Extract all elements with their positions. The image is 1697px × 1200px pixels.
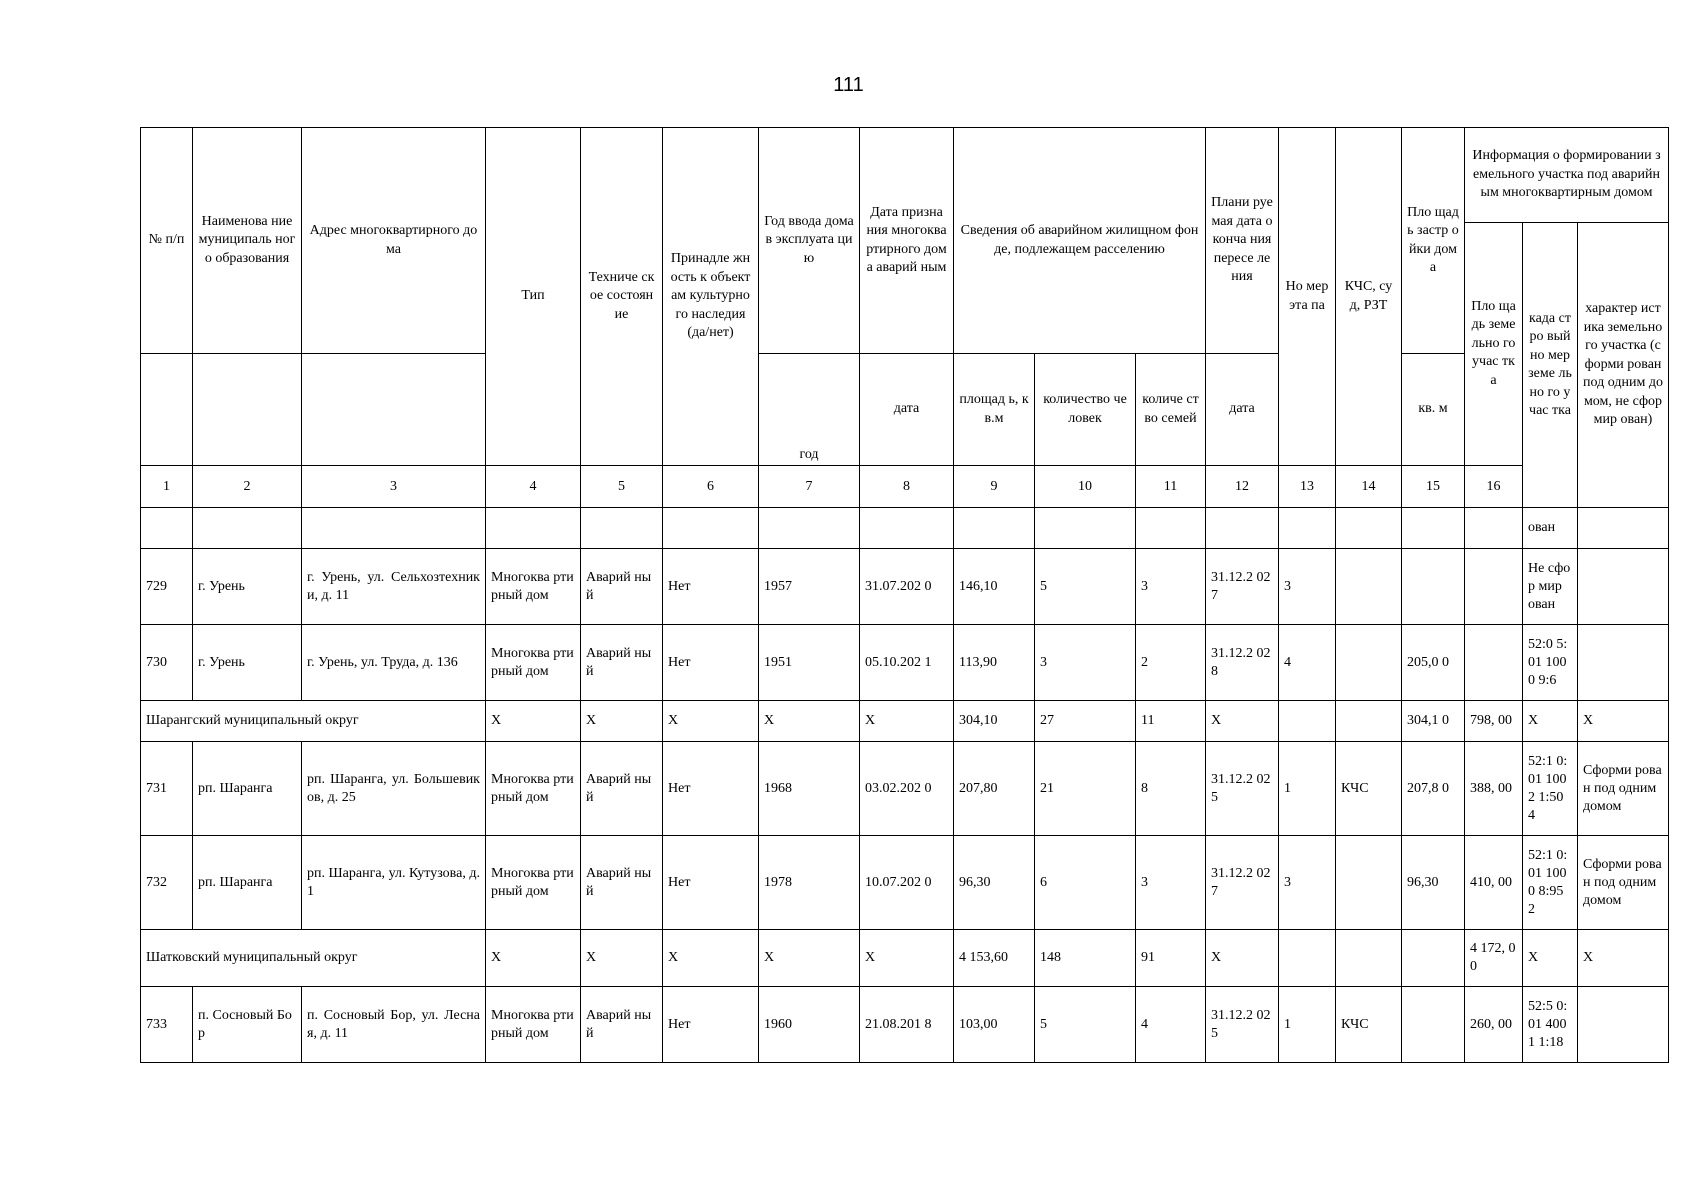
header-kchs: КЧС, суд, РЗТ: [1336, 128, 1402, 466]
table-cell: 10: [1035, 466, 1136, 508]
table-cell: 52:1 0:01 1002 1:50 4: [1523, 742, 1578, 836]
header-sub-year: год: [759, 354, 860, 466]
table-cell: 5: [1035, 549, 1136, 625]
table-cell: 1960: [759, 987, 860, 1063]
table-cell: 731: [141, 742, 193, 836]
table-cell: 798, 00: [1465, 701, 1523, 742]
table-cell: [1336, 836, 1402, 930]
table-cell: [1035, 508, 1136, 549]
table-cell: 1: [1279, 742, 1336, 836]
table-cell: 96,30: [954, 836, 1035, 930]
table-row: [141, 987, 1669, 1063]
table-cell: 207,80: [954, 742, 1035, 836]
table-cell: 6: [1035, 836, 1136, 930]
header-land-area: Пло щадь земе льно го учас тка: [1465, 223, 1523, 466]
table-cell: Многоква ртирный дом: [486, 742, 581, 836]
table-cell: 52:5 0:01 4001 1:18: [1523, 987, 1578, 1063]
table-cell: [1279, 930, 1336, 987]
table-cell: 21.08.201 8: [860, 987, 954, 1063]
table-cell: 8: [860, 466, 954, 508]
table-cell: 12: [1206, 466, 1279, 508]
table-cell: 730: [141, 625, 193, 701]
header-cadastral: када стро вый но мер земе льно го учас тка: [1523, 223, 1578, 508]
table-cell: 21: [1035, 742, 1136, 836]
table-cell: 7: [759, 466, 860, 508]
table-cell: Х: [860, 701, 954, 742]
table-cell: 260, 00: [1465, 987, 1523, 1063]
table-cell: г. Урень, ул. Сельхозтехники, д. 11: [302, 549, 486, 625]
header-sub-date: дата: [860, 354, 954, 466]
table-cell: [1279, 508, 1336, 549]
table-cell: 31.12.2 025: [1206, 987, 1279, 1063]
table-cell: 1978: [759, 836, 860, 930]
table-cell: 2: [193, 466, 302, 508]
table-cell: Нет: [663, 625, 759, 701]
table-row: [141, 625, 1669, 701]
table-cell: Х: [663, 930, 759, 987]
table-cell: [1336, 625, 1402, 701]
table-cell: Нет: [663, 987, 759, 1063]
table-cell: 1951: [759, 625, 860, 701]
table-cell: 4: [1279, 625, 1336, 701]
table-cell: [141, 354, 193, 466]
table-cell: г. Урень, ул. Труда, д. 136: [302, 625, 486, 701]
continuation-row: [141, 508, 1669, 549]
table-cell: [1206, 508, 1279, 549]
table-cell: 13: [1279, 466, 1336, 508]
table-cell: [1578, 508, 1669, 549]
table-cell: Аварий ный: [581, 742, 663, 836]
table-cell: 31.12.2 027: [1206, 836, 1279, 930]
header-land-plot-info: Информация о формировании земельного участка под аварийным многоквартирным домом: [1465, 128, 1669, 223]
table-cell: Х: [1523, 930, 1578, 987]
table-cell: Х: [1523, 701, 1578, 742]
table-cell: 729: [141, 549, 193, 625]
table-cell: [1465, 625, 1523, 701]
table-cell: Х: [759, 701, 860, 742]
table-row: [141, 836, 1669, 930]
table-cell: Нет: [663, 836, 759, 930]
table-cell: [1136, 508, 1206, 549]
table-cell: 31.12.2 028: [1206, 625, 1279, 701]
table-cell: 3: [302, 466, 486, 508]
table-cell: 1968: [759, 742, 860, 836]
table-cell: 103,00: [954, 987, 1035, 1063]
table-cell: [581, 508, 663, 549]
table-cell: [302, 508, 486, 549]
table-cell: [302, 354, 486, 466]
table-cell: 3: [1136, 549, 1206, 625]
table-cell: 113,90: [954, 625, 1035, 701]
table-cell: Шарангский муниципальный округ: [141, 701, 486, 742]
table-cell: 148: [1035, 930, 1136, 987]
table-cell: 1957: [759, 549, 860, 625]
table-cell: 15: [1402, 466, 1465, 508]
header-sub-building-unit: кв. м: [1402, 354, 1465, 466]
table-cell: 5: [1035, 987, 1136, 1063]
table-cell: 304,10: [954, 701, 1035, 742]
table-cell: 11: [1136, 701, 1206, 742]
table-cell: 52:1 0:01 1000 8:95 2: [1523, 836, 1578, 930]
header-tech-state: Техниче ское состоян ие: [581, 128, 663, 466]
table-cell: Х: [581, 701, 663, 742]
table-cell: Аварий ный: [581, 549, 663, 625]
table-cell: 3: [1136, 836, 1206, 930]
table-cell: ован: [1523, 508, 1578, 549]
table-cell: 4 172, 00: [1465, 930, 1523, 987]
table-cell: Х: [486, 930, 581, 987]
table-cell: [1578, 625, 1669, 701]
table-cell: [1336, 701, 1402, 742]
header-land-character: характер истика земельно го участка (сформи рован под одним домом, не сформир ован): [1578, 223, 1669, 508]
table-cell: [1336, 508, 1402, 549]
table-cell: [1279, 701, 1336, 742]
table-cell: 4: [486, 466, 581, 508]
table-cell: [1578, 549, 1669, 625]
table-cell: Х: [663, 701, 759, 742]
table-cell: п. Сосновый Бор, ул. Лесная, д. 11: [302, 987, 486, 1063]
header-sub-families: количе ство семей: [1136, 354, 1206, 466]
table-cell: рп. Шаранга, ул. Кутузова, д. 1: [302, 836, 486, 930]
header-type: Тип: [486, 128, 581, 466]
table-cell: 96,30: [1402, 836, 1465, 930]
table-cell: 31.12.2 025: [1206, 742, 1279, 836]
table-cell: [1465, 549, 1523, 625]
table-cell: 9: [954, 466, 1035, 508]
header-sub-people: количество человек: [1035, 354, 1136, 466]
table-cell: Х: [1578, 701, 1669, 742]
header-heritage: Принадле жность к объектам культурно го наследия (да/нет): [663, 128, 759, 466]
header-address: Адрес многоквартирного дома: [302, 128, 486, 354]
table-cell: г. Урень: [193, 625, 302, 701]
table-cell: 410, 00: [1465, 836, 1523, 930]
table-cell: 14: [1336, 466, 1402, 508]
table-cell: Сформи рован под одним домом: [1578, 836, 1669, 930]
table-cell: [1336, 930, 1402, 987]
table-cell: Х: [486, 701, 581, 742]
table-cell: 1: [1279, 987, 1336, 1063]
table-cell: Х: [1578, 930, 1669, 987]
table-cell: Шатковский муниципальный округ: [141, 930, 486, 987]
emergency-housing-table: [140, 127, 1669, 1063]
table-cell: 31.12.2 027: [1206, 549, 1279, 625]
table-cell: Аварий ный: [581, 625, 663, 701]
table-cell: 3: [1035, 625, 1136, 701]
table-cell: КЧС: [1336, 742, 1402, 836]
table-row: [141, 742, 1669, 836]
table-cell: Нет: [663, 742, 759, 836]
table-cell: п. Сосновый Бор: [193, 987, 302, 1063]
table-cell: Многоква ртирный дом: [486, 836, 581, 930]
table-cell: рп. Шаранга: [193, 742, 302, 836]
table-cell: 27: [1035, 701, 1136, 742]
table-cell: 5: [581, 466, 663, 508]
table-cell: 16: [1465, 466, 1523, 508]
table-cell: [860, 508, 954, 549]
table-cell: 91: [1136, 930, 1206, 987]
table-cell: 10.07.202 0: [860, 836, 954, 930]
table-cell: 2: [1136, 625, 1206, 701]
table-cell: 3: [1279, 549, 1336, 625]
table-cell: 3: [1279, 836, 1336, 930]
table-cell: [1578, 987, 1669, 1063]
summary-row: [141, 701, 1669, 742]
header-sub-area: площад ь, кв.м: [954, 354, 1035, 466]
table-cell: Аварий ный: [581, 987, 663, 1063]
table-cell: 1: [141, 466, 193, 508]
table-row: [141, 549, 1669, 625]
table-cell: 146,10: [954, 549, 1035, 625]
table-cell: Х: [860, 930, 954, 987]
table-cell: Нет: [663, 549, 759, 625]
table-cell: Х: [581, 930, 663, 987]
table-cell: 8: [1136, 742, 1206, 836]
header-number: № п/п: [141, 128, 193, 354]
summary-row: [141, 930, 1669, 987]
table-cell: Многоква ртирный дом: [486, 625, 581, 701]
table-cell: 11: [1136, 466, 1206, 508]
table-cell: рп. Шаранга, ул. Большевиков, д. 25: [302, 742, 486, 836]
table-cell: [141, 508, 193, 549]
table-cell: Сформи рован под одним домом: [1578, 742, 1669, 836]
header-building-area: Пло щадь застр ойки дома: [1402, 128, 1465, 354]
table-cell: Не сфор мир ован: [1523, 549, 1578, 625]
table-cell: 6: [663, 466, 759, 508]
table-cell: рп. Шаранга: [193, 836, 302, 930]
page-number: 111: [833, 74, 864, 96]
table-cell: Аварий ный: [581, 836, 663, 930]
table-cell: [954, 508, 1035, 549]
table-cell: [663, 508, 759, 549]
table-cell: 205,0 0: [1402, 625, 1465, 701]
header-sub-planned-date: дата: [1206, 354, 1279, 466]
table-cell: 31.07.202 0: [860, 549, 954, 625]
header-planned-date: Плани руемая дата оконча ния пересе ления: [1206, 128, 1279, 354]
table-cell: 05.10.202 1: [860, 625, 954, 701]
table-cell: 52:0 5:01 1000 9:6: [1523, 625, 1578, 701]
header-recognition-date: Дата призна ния многоква ртирного дома аварий ным: [860, 128, 954, 354]
table-cell: 207,8 0: [1402, 742, 1465, 836]
column-number-row: [141, 466, 1669, 508]
table-cell: [1402, 549, 1465, 625]
table-cell: 304,1 0: [1402, 701, 1465, 742]
table-cell: [759, 508, 860, 549]
table-cell: 4: [1136, 987, 1206, 1063]
table-cell: [193, 354, 302, 466]
table-cell: 733: [141, 987, 193, 1063]
table-cell: [1402, 987, 1465, 1063]
table-cell: Многоква ртирный дом: [486, 987, 581, 1063]
table-cell: [1465, 508, 1523, 549]
table-cell: Х: [1206, 701, 1279, 742]
table-cell: г. Урень: [193, 549, 302, 625]
table-cell: [1402, 930, 1465, 987]
header-commission-year: Год ввода дома в эксплуата цию: [759, 128, 860, 354]
table-cell: 4 153,60: [954, 930, 1035, 987]
table-cell: Х: [1206, 930, 1279, 987]
header-stage: Но мер эта па: [1279, 128, 1336, 466]
table-cell: [486, 508, 581, 549]
header-emergency-fund: Сведения об аварийном жилищном фонде, подлежащем расселению: [954, 128, 1206, 354]
table-cell: [1402, 508, 1465, 549]
table-cell: [193, 508, 302, 549]
table-cell: 732: [141, 836, 193, 930]
table-cell: [1336, 549, 1402, 625]
table-cell: Х: [759, 930, 860, 987]
table-cell: КЧС: [1336, 987, 1402, 1063]
table-cell: Многоква ртирный дом: [486, 549, 581, 625]
table-cell: 03.02.202 0: [860, 742, 954, 836]
table-cell: 388, 00: [1465, 742, 1523, 836]
header-municipality: Наименова ние муниципаль ного образования: [193, 128, 302, 354]
